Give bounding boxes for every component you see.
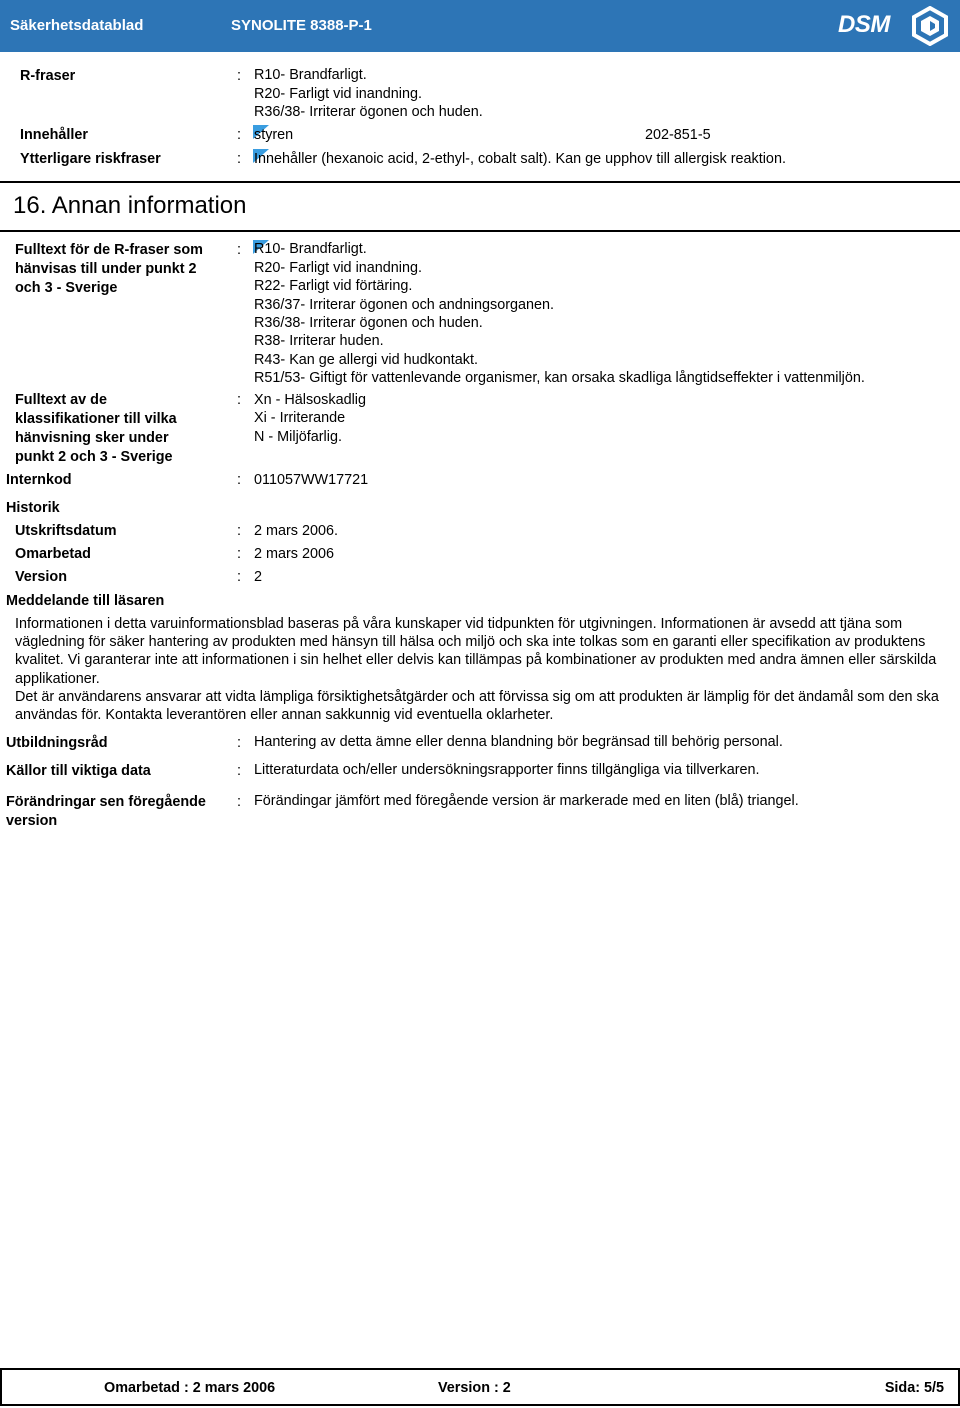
print-date-label: Utskriftsdatum <box>15 523 117 539</box>
page-footer <box>0 1368 960 1406</box>
product-name: SYNOLITE 8388-P-1 <box>231 17 372 34</box>
footer-version: Version : 2 <box>438 1380 511 1396</box>
notice-paragraph: Informationen i detta varuinformationsblad baseras på våra kunskaper vid tidpunkten för utgivningen. Informationen är avsedd att tjäna som vägledning för säker hantering av produkten med hänsyn till hälsa och miljö och ska inte tolkas som en garanti eller specifikation av produktens kvalitet. Vi garanterar inte att informationen i sin helhet eller delvis kan tillämpas på kombinationer av produkten med andra ämnen eller särskilda applikationer. <box>15 616 937 687</box>
fulltext-r-label-line: Fulltext för de R-fraser som <box>15 242 203 258</box>
print-date-value: 2 mars 2006. <box>254 523 338 539</box>
dsm-logo-icon <box>838 6 950 46</box>
sources-value: Litteraturdata och/eller undersökningsrapporter finns tillgängliga via tillverkaren. <box>254 762 760 778</box>
contains-label: Innehåller <box>20 127 88 143</box>
version-label: Version <box>15 569 67 585</box>
colon: : <box>237 763 241 779</box>
colon: : <box>237 151 241 167</box>
fulltext-class-label-line: hänvisning sker under <box>15 430 169 446</box>
changes-label-line: version <box>6 813 58 829</box>
changes-value: Förändingar jämfört med föregående version är markerade med en liten (blå) triangel. <box>254 793 799 809</box>
logo-text: DSM <box>838 11 890 38</box>
fulltext-r-item: R43- Kan ge allergi vid hudkontakt. <box>254 352 478 368</box>
notice-label: Meddelande till läsaren <box>6 593 165 609</box>
r-phrase-2: R20- Farligt vid inandning. <box>254 86 422 102</box>
extra-risk-value: Innehåller (hexanoic acid, 2-ethyl-, cobalt salt). Kan ge upphov till allergisk reaktion. <box>254 151 786 167</box>
fulltext-class-label-line: klassifikationer till vilka <box>15 411 177 427</box>
history-label: Historik <box>6 500 60 516</box>
notice-text <box>15 615 950 724</box>
revised-value: 2 mars 2006 <box>254 546 334 562</box>
section-heading <box>0 181 960 232</box>
colon: : <box>237 242 241 258</box>
footer-revised: Omarbetad : 2 mars 2006 <box>104 1380 276 1396</box>
colon: : <box>237 472 241 488</box>
revised-label: Omarbetad <box>15 546 91 562</box>
sources-label: Källor till viktiga data <box>6 763 151 779</box>
fulltext-class-label-line: Fulltext av de <box>15 392 107 408</box>
fulltext-r-item: R38- Irriterar huden. <box>254 333 384 349</box>
r-phrase-3: R36/38- Irriterar ögonen och huden. <box>254 104 483 120</box>
document-type: Säkerhetsdatablad <box>10 17 144 34</box>
colon: : <box>237 735 241 751</box>
internal-code-value: 011057WW17721 <box>254 472 369 488</box>
fulltext-r-label-line: och 3 - Sverige <box>15 280 118 296</box>
fulltext-r-item: R51/53- Giftigt för vattenlevande organismer, kan orsaka skadliga långtidseffekter i vattenmiljön. <box>254 370 865 386</box>
r-phrase-1: R10- Brandfarligt. <box>254 67 367 83</box>
fulltext-r-item: R20- Farligt vid inandning. <box>254 260 422 276</box>
footer-page: Sida: 5/5 <box>884 1380 944 1396</box>
contains-value: styren <box>254 127 294 143</box>
classification-item: Xn - Hälsoskadlig <box>254 392 366 408</box>
colon: : <box>237 569 241 585</box>
fulltext-r-item: R36/38- Irriterar ögonen och huden. <box>254 315 483 331</box>
classification-item: N - Miljöfarlig. <box>254 429 342 445</box>
section-title: 16. Annan information <box>13 192 247 219</box>
training-value: Hantering av detta ämne eller denna blandning bör begränsad till behörig personal. <box>254 734 783 750</box>
fulltext-r-item: R10- Brandfarligt. <box>254 241 367 257</box>
internal-code-label: Internkod <box>6 472 72 488</box>
notice-paragraph: Det är användarens ansvarar att vidta lämpliga försiktighetsåtgärder och att förvissa sig om att produkten är lämplig för det ändamål som den ska användas för. Kontakta leverantören eller annan sakkunnig vid eventuella oklarheter. <box>15 688 939 724</box>
r-phrases-label: R-fraser <box>20 68 76 84</box>
colon: : <box>237 546 241 562</box>
colon: : <box>237 392 241 408</box>
fulltext-r-label-line: hänvisas till under punkt 2 <box>15 261 197 277</box>
training-label: Utbildningsråd <box>6 735 108 751</box>
colon: : <box>237 794 241 810</box>
extra-risk-label: Ytterligare riskfraser <box>20 151 161 167</box>
document-header <box>0 0 960 52</box>
colon: : <box>237 68 241 84</box>
classification-item: Xi - Irriterande <box>254 410 346 426</box>
fulltext-r-item: R36/37- Irriterar ögonen och andningsorganen. <box>254 297 555 313</box>
fulltext-class-label-line: punkt 2 och 3 - Sverige <box>15 449 173 465</box>
changes-label-line: Förändringar sen föregående <box>6 794 206 810</box>
contains-number: 202-851-5 <box>645 127 711 143</box>
colon: : <box>237 127 241 143</box>
colon: : <box>237 523 241 539</box>
version-value: 2 <box>254 569 263 585</box>
fulltext-r-item: R22- Farligt vid förtäring. <box>254 278 413 294</box>
